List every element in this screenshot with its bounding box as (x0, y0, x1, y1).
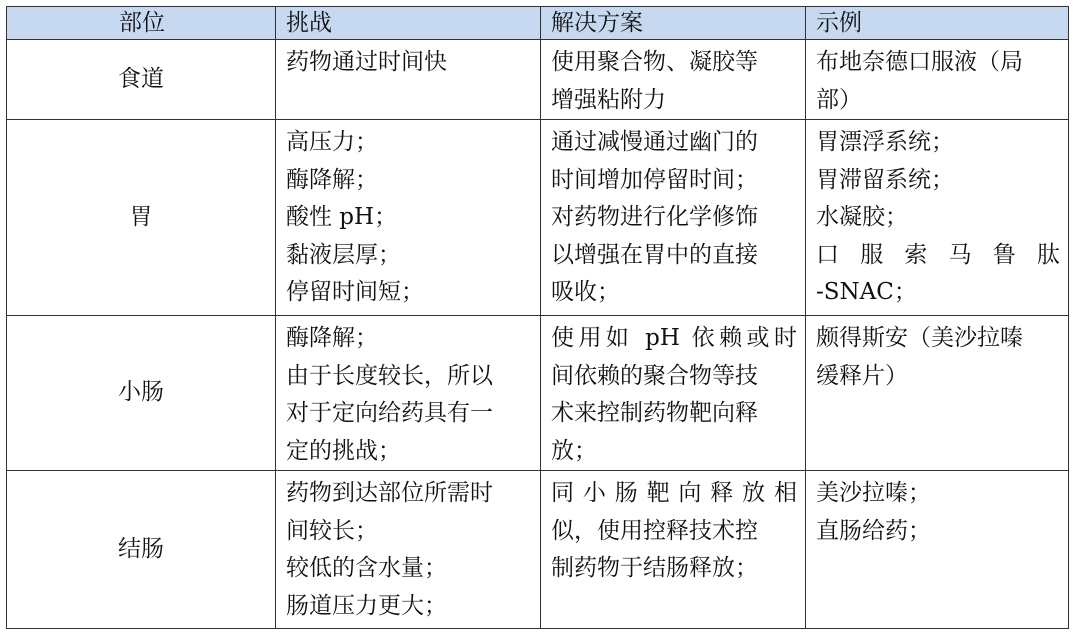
example-cell (806, 40, 1069, 120)
comparison-table (6, 6, 1069, 629)
cell-line: 颇得斯安（美沙拉嗪 (816, 325, 1023, 351)
cell-line: 胃滞留系统； (816, 166, 954, 193)
cell-line: 定的挑战； (286, 437, 401, 464)
challenge-cell (276, 40, 541, 120)
cell-line: 胃漂浮系统； (816, 129, 954, 155)
header-example: 示例 (806, 7, 1069, 40)
example-cell (806, 120, 1069, 316)
solution-cell (541, 316, 806, 471)
solution-cell (541, 471, 806, 629)
part-cell: 胃 (7, 120, 276, 316)
example-cell (806, 471, 1069, 629)
challenge-cell (276, 316, 541, 471)
cell-line: 吸收； (551, 279, 620, 305)
table-row (7, 40, 1069, 120)
cell-line: 水凝胶； (816, 204, 908, 230)
cell-line: -SNAC； (816, 279, 917, 305)
cell-line: 布地奈德口服液（局 (816, 49, 1023, 75)
solution-cell (541, 40, 806, 120)
table-row (7, 120, 1069, 316)
table-row (7, 471, 1069, 629)
cell-line: 以增强在胃中的直接 (551, 241, 758, 268)
part-cell: 食道 (7, 40, 276, 120)
cell-line: 直肠给药； (816, 517, 931, 544)
cell-line: 间依赖的聚合物等技 (551, 362, 758, 389)
cell-line: 增强粘附力 (551, 86, 666, 113)
cell-line: 肠道压力更大； (286, 592, 447, 619)
cell-line: 较低的含水量； (286, 555, 447, 581)
cell-line: 使用如 pH 依赖或时 (551, 325, 797, 351)
part-cell: 小肠 (7, 316, 276, 471)
table-row (7, 316, 1069, 471)
solution-cell (541, 120, 806, 316)
cell-line: 酶降解； (286, 325, 378, 351)
header-row (7, 7, 1069, 40)
cell-line: 酸性 pH； (286, 204, 398, 230)
challenge-cell (276, 471, 541, 629)
cell-line: 酶降解； (286, 166, 378, 193)
cell-line: 放； (551, 437, 597, 464)
cell-line: 黏液层厚； (286, 241, 401, 268)
header-solution: 解决方案 (541, 7, 806, 40)
header-challenge: 挑战 (276, 7, 541, 40)
cell-line: 使用聚合物、凝胶等 (551, 49, 758, 75)
cell-line: 间较长； (286, 517, 378, 544)
cell-line: 美沙拉嗪； (816, 480, 931, 506)
cell-line: 停留时间短； (286, 279, 424, 305)
cell-line: 药物到达部位所需时 (286, 480, 493, 506)
cell-line: 对于定向给药具有一 (286, 400, 493, 426)
cell-line: 部） (816, 86, 862, 113)
cell-line: 药物通过时间快 (286, 49, 447, 75)
cell-line: 制药物于结肠释放； (551, 555, 758, 581)
challenge-cell (276, 120, 541, 316)
cell-line: 似，使用控释技术控 (551, 517, 758, 544)
cell-line: 术来控制药物靶向释 (551, 400, 758, 426)
cell-line: 通过减慢通过幽门的 (551, 129, 758, 155)
cell-line: 口 服 索 马 鲁 肽 (816, 241, 1060, 268)
header-part: 部位 (7, 7, 276, 40)
cell-line: 时间增加停留时间； (551, 166, 758, 193)
example-cell (806, 316, 1069, 471)
cell-line: 缓释片） (816, 362, 908, 389)
cell-line: 高压力； (286, 129, 378, 155)
cell-line: 对药物进行化学修饰 (551, 204, 758, 230)
cell-line: 由于长度较长，所以 (286, 362, 493, 389)
cell-line: 同小肠靶向释放相 (551, 480, 797, 506)
part-cell: 结肠 (7, 471, 276, 629)
